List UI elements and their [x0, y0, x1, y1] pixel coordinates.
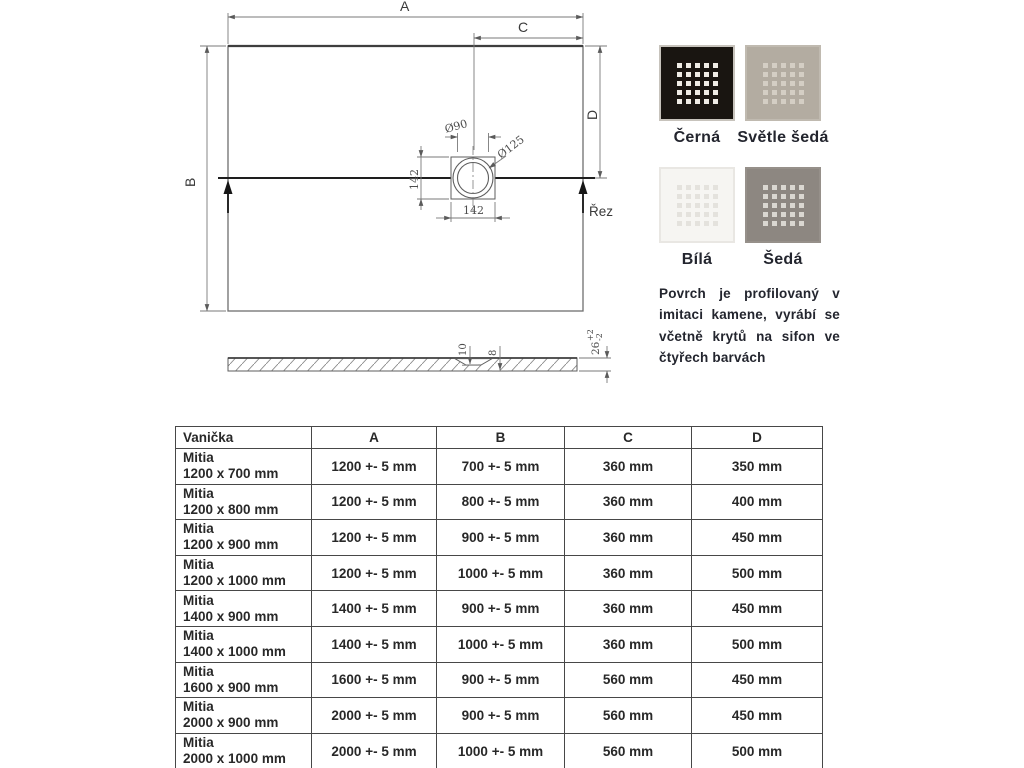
product-name-cell: Mitia 1400 x 1000 mm	[176, 626, 312, 662]
drain-box-width-label: 142	[463, 204, 484, 217]
color-name-label: Světle šedá	[737, 129, 829, 146]
drain-cover-dots	[677, 185, 718, 226]
product-name-cell: Mitia 1200 x 800 mm	[176, 484, 312, 520]
table-row	[176, 520, 823, 556]
dimension-value-cell: 700 +- 5 mm	[437, 449, 565, 485]
product-name-cell: Mitia 1400 x 900 mm	[176, 591, 312, 627]
dimension-value-cell: 1000 +- 5 mm	[437, 555, 565, 591]
thickness-dimension	[586, 329, 604, 355]
dimension-value-cell: 500 mm	[692, 626, 823, 662]
dimension-value-cell: 360 mm	[565, 484, 692, 520]
table-row	[176, 698, 823, 734]
surface-description: Povrch je profilovaný v imitaci kamene, vyrábí se včetně krytů na sifon ve čtyřech barvách	[659, 285, 840, 365]
dim-a-label: A	[400, 0, 410, 14]
thickness-tol-minus-label: -2	[595, 333, 604, 341]
dimension-value-cell: 500 mm	[692, 555, 823, 591]
dimension-value-cell: 450 mm	[692, 698, 823, 734]
dimension-value-cell: 360 mm	[565, 626, 692, 662]
table-header-b: B	[437, 427, 565, 449]
dimension-value-cell: 1200 +- 5 mm	[312, 449, 437, 485]
dimension-value-cell: 900 +- 5 mm	[437, 698, 565, 734]
drain-cover-swatch-image	[745, 167, 821, 243]
drain-detail	[408, 117, 527, 222]
table-row	[176, 733, 823, 768]
product-name-cell: Mitia 2000 x 1000 mm	[176, 733, 312, 768]
product-name-cell: Mitia 1200 x 700 mm	[176, 449, 312, 485]
dimension-value-cell: 900 +- 5 mm	[437, 520, 565, 556]
technical-drawing	[170, 0, 630, 400]
dim-b-label: B	[182, 177, 198, 187]
drain-cover-dots	[677, 63, 718, 104]
dimension-value-cell: 560 mm	[565, 662, 692, 698]
dimension-value-cell: 800 +- 5 mm	[437, 484, 565, 520]
dimension-value-cell: 1400 +- 5 mm	[312, 591, 437, 627]
dimension-value-cell: 400 mm	[692, 484, 823, 520]
color-swatch-grid	[659, 45, 829, 269]
dimension-value-cell: 1000 +- 5 mm	[437, 626, 565, 662]
dimension-value-cell: 2000 +- 5 mm	[312, 733, 437, 768]
drain-cover-dots	[763, 63, 804, 104]
dimension-d	[584, 46, 607, 178]
color-swatch	[737, 45, 829, 147]
dimension-value-cell: 360 mm	[565, 449, 692, 485]
product-name-cell: Mitia 1200 x 900 mm	[176, 520, 312, 556]
thickness-tol-plus-label: +2	[586, 329, 595, 341]
table-header-c: C	[565, 427, 692, 449]
recess-depth-label: 10	[458, 343, 469, 356]
tray-section-view	[228, 329, 611, 383]
table-row	[176, 662, 823, 698]
dimension-value-cell: 1000 +- 5 mm	[437, 733, 565, 768]
colors-panel	[659, 45, 829, 269]
dimension-value-cell: 450 mm	[692, 662, 823, 698]
dimension-value-cell: 450 mm	[692, 591, 823, 627]
dimension-value-cell: 1200 +- 5 mm	[312, 555, 437, 591]
table-header-vanicka: Vanička	[176, 427, 312, 449]
color-swatch	[659, 167, 735, 269]
dim-d-label: D	[584, 109, 600, 120]
product-name-cell: Mitia 1600 x 900 mm	[176, 662, 312, 698]
dimension-value-cell: 350 mm	[692, 449, 823, 485]
color-name-label: Černá	[673, 129, 721, 146]
product-name-cell: Mitia 1200 x 1000 mm	[176, 555, 312, 591]
drain-box-height-label: 142	[408, 169, 421, 190]
drain-cover-swatch-image	[659, 45, 735, 121]
drain-outer-dia-label: Ø125	[494, 132, 527, 162]
dimension-value-cell: 2000 +- 5 mm	[312, 698, 437, 734]
table-row	[176, 626, 823, 662]
table-row	[176, 484, 823, 520]
dimension-value-cell: 1200 +- 5 mm	[312, 520, 437, 556]
dim-c-label: C	[518, 19, 529, 35]
drain-depth-label: 8	[488, 349, 499, 356]
thickness-label: 26	[590, 341, 602, 355]
dimension-a	[228, 0, 583, 44]
dimension-value-cell: 900 +- 5 mm	[437, 662, 565, 698]
color-swatch	[659, 45, 735, 147]
drain-cover-swatch-image	[745, 45, 821, 121]
table-row	[176, 555, 823, 591]
color-name-label: Bílá	[681, 251, 713, 268]
spec-table-body	[176, 449, 823, 768]
dimension-value-cell: 360 mm	[565, 591, 692, 627]
dimension-value-cell: 1200 +- 5 mm	[312, 484, 437, 520]
dimension-value-cell: 1600 +- 5 mm	[312, 662, 437, 698]
section-label: Řez	[589, 204, 614, 219]
table-header-a: A	[312, 427, 437, 449]
dimension-value-cell: 560 mm	[565, 698, 692, 734]
color-name-label: Šedá	[763, 251, 803, 268]
dimension-value-cell: 450 mm	[692, 520, 823, 556]
table-header-d: D	[692, 427, 823, 449]
table-row	[176, 591, 823, 627]
dimension-value-cell: 360 mm	[565, 520, 692, 556]
drain-cover-swatch-image	[659, 167, 735, 243]
dimension-value-cell: 560 mm	[565, 733, 692, 768]
dimension-value-cell: 360 mm	[565, 555, 692, 591]
dimension-c	[474, 19, 583, 150]
table-row	[176, 449, 823, 485]
dimension-value-cell: 900 +- 5 mm	[437, 591, 565, 627]
color-swatch	[745, 167, 821, 269]
dimensions-table	[175, 426, 823, 768]
dimension-value-cell: 1400 +- 5 mm	[312, 626, 437, 662]
product-name-cell: Mitia 2000 x 900 mm	[176, 698, 312, 734]
drain-cover-dots	[763, 185, 804, 226]
dimension-value-cell: 500 mm	[692, 733, 823, 768]
drain-inner-dia-label: Ø90	[443, 117, 469, 136]
table-header-row	[176, 427, 823, 449]
